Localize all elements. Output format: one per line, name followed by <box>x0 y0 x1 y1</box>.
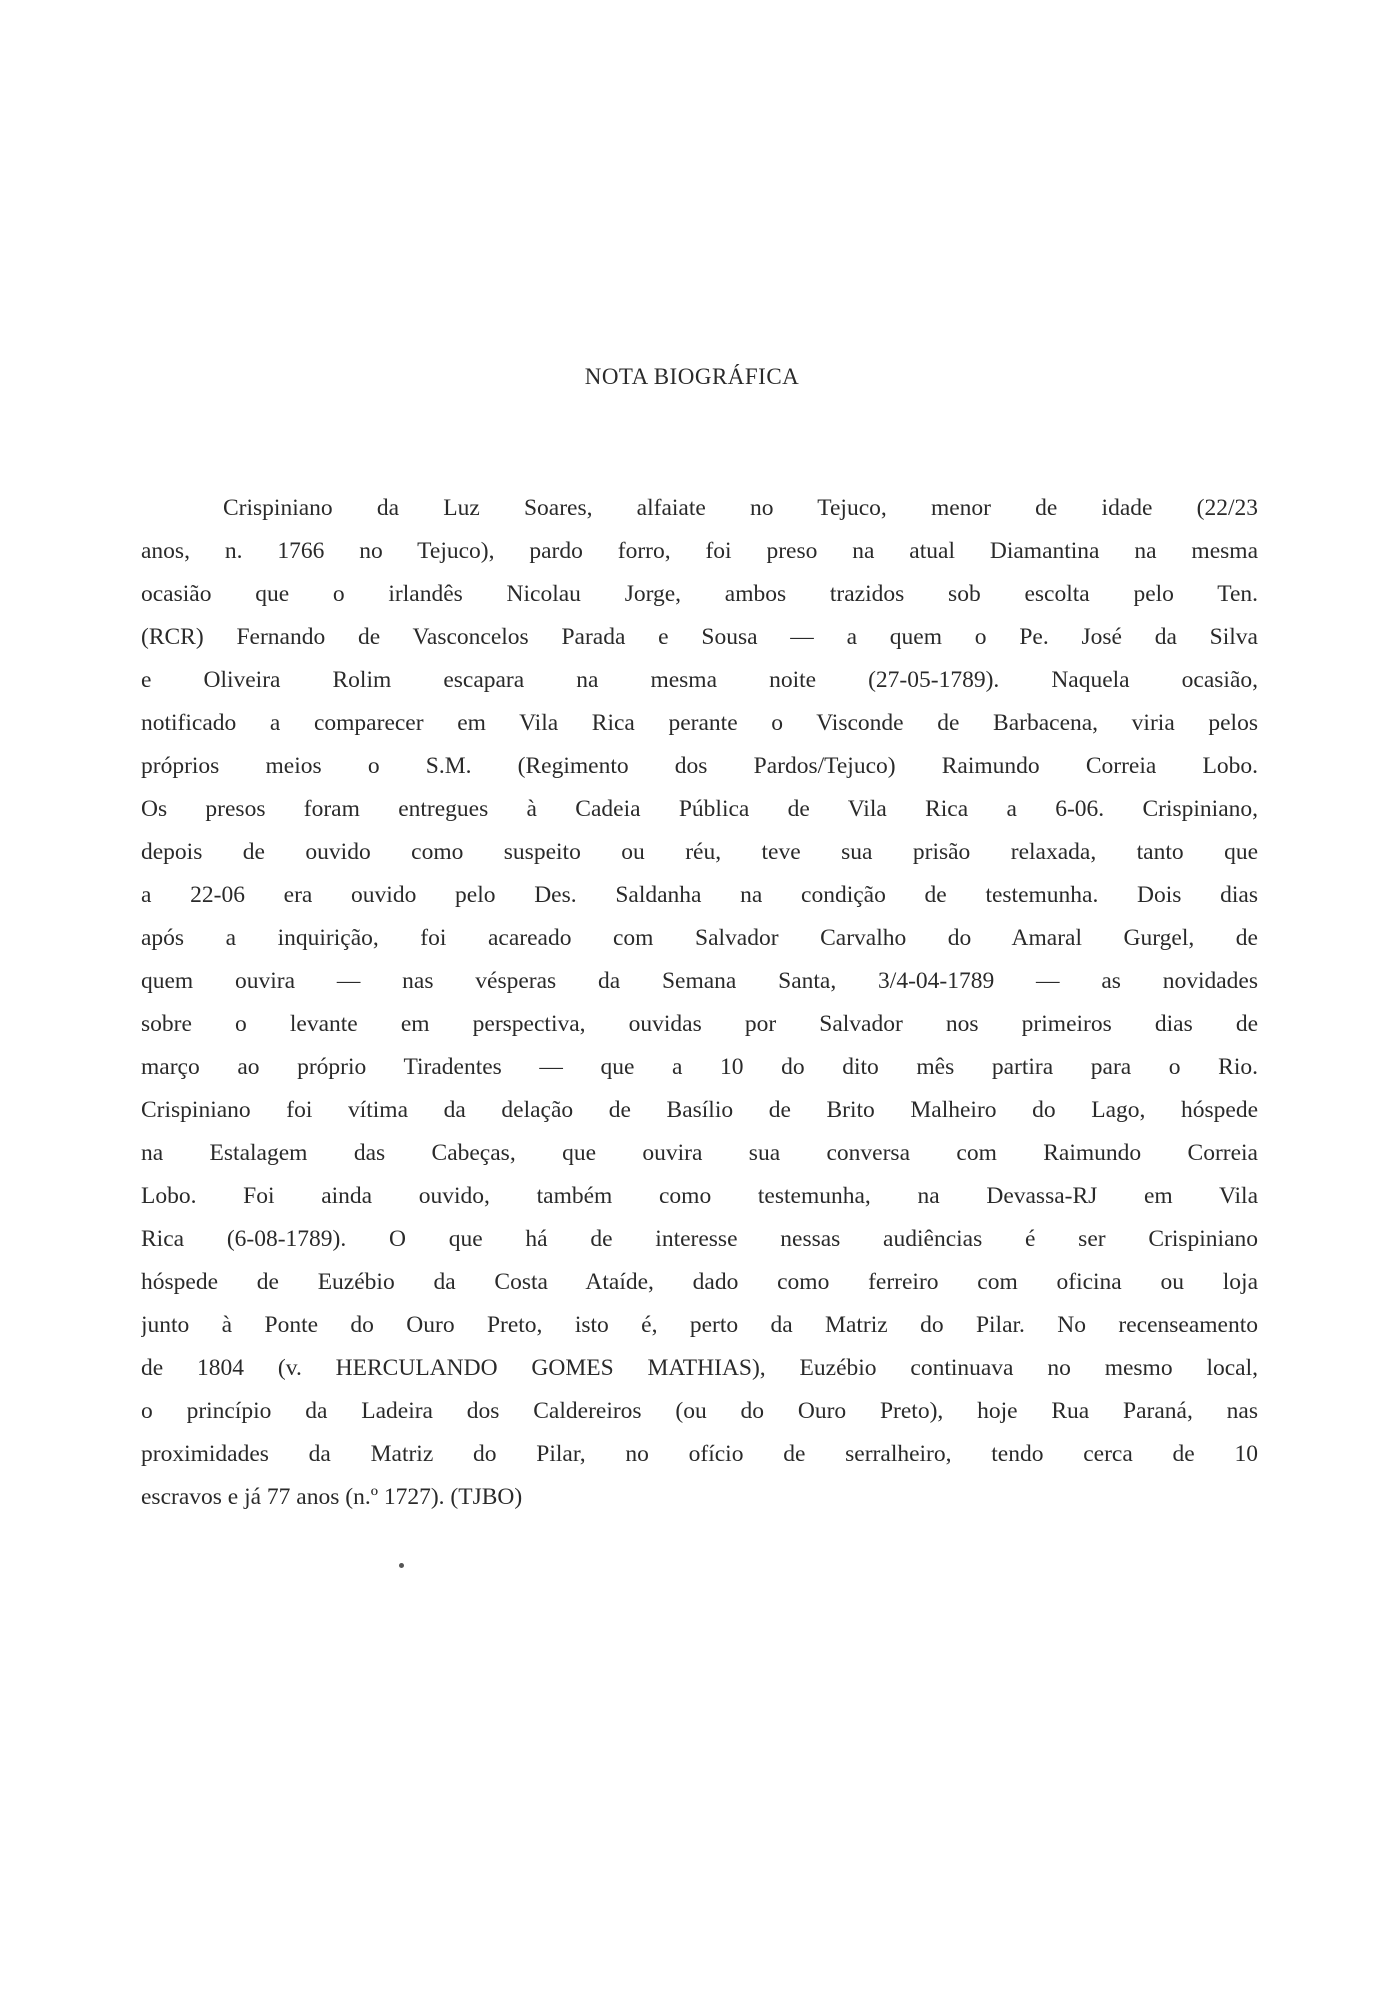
text-line: março ao próprio Tiradentes — que a 10 do dito mês partira para o Rio. <box>141 1054 1258 1080</box>
text-line: Lobo. Foi ainda ouvido, também como testemunha, na Devassa-RJ em Vila <box>141 1183 1258 1209</box>
text-line: próprios meios o S.M. (Regimento dos Pardos/Tejuco) Raimundo Correia Lobo. <box>141 753 1258 779</box>
text-line: (RCR) Fernando de Vasconcelos Parada e Sousa — a quem o Pe. José da Silva <box>141 624 1258 650</box>
text-line: quem ouvira — nas vésperas da Semana Santa, 3/4-04-1789 — as novidades <box>141 968 1258 994</box>
text-line: notificado a comparecer em Vila Rica perante o Visconde de Barbacena, viria pelos <box>141 710 1258 736</box>
text-line: junto à Ponte do Ouro Preto, isto é, perto da Matriz do Pilar. No recenseamento <box>141 1312 1258 1338</box>
text-line: a 22-06 era ouvido pelo Des. Saldanha na condição de testemunha. Dois dias <box>141 882 1258 908</box>
text-line: proximidades da Matriz do Pilar, no ofício de serralheiro, tendo cerca de 10 <box>141 1441 1258 1467</box>
text-line: sobre o levante em perspectiva, ouvidas por Salvador nos primeiros dias de <box>141 1011 1258 1037</box>
text-line: Crispiniano foi vítima da delação de Basílio de Brito Malheiro do Lago, hóspede <box>141 1097 1258 1123</box>
text-line: Os presos foram entregues à Cadeia Pública de Vila Rica a 6-06. Crispiniano, <box>141 796 1258 822</box>
text-line: ocasião que o irlandês Nicolau Jorge, ambos trazidos sob escolta pelo Ten. <box>141 581 1258 607</box>
text-line: hóspede de Euzébio da Costa Ataíde, dado como ferreiro com oficina ou loja <box>141 1269 1258 1295</box>
text-line: escravos e já 77 anos (n.º 1727). (TJBO) <box>141 1484 523 1510</box>
text-line: anos, n. 1766 no Tejuco), pardo forro, foi preso na atual Diamantina na mesma <box>141 538 1258 564</box>
text-line: Crispiniano da Luz Soares, alfaiate no Tejuco, menor de idade (22/23 <box>223 495 1258 521</box>
text-line: o princípio da Ladeira dos Caldereiros (ou do Ouro Preto), hoje Rua Paraná, nas <box>141 1398 1258 1424</box>
text-line: depois de ouvido como suspeito ou réu, teve sua prisão relaxada, tanto que <box>141 839 1258 865</box>
text-line: e Oliveira Rolim escapara na mesma noite (27-05-1789). Naquela ocasião, <box>141 667 1258 693</box>
page-title: NOTA BIOGRÁFICA <box>584 364 800 389</box>
text-line: de 1804 (v. HERCULANDO GOMES MATHIAS), Euzébio continuava no mesmo local, <box>141 1355 1258 1381</box>
text-line: na Estalagem das Cabeças, que ouvira sua conversa com Raimundo Correia <box>141 1140 1258 1166</box>
text-line: Rica (6-08-1789). O que há de interesse nessas audiências é ser Crispiniano <box>141 1226 1258 1252</box>
text-line: após a inquirição, foi acareado com Salvador Carvalho do Amaral Gurgel, de <box>141 925 1258 951</box>
biography-paragraph <box>141 487 1258 1519</box>
ink-speck <box>399 1563 404 1568</box>
